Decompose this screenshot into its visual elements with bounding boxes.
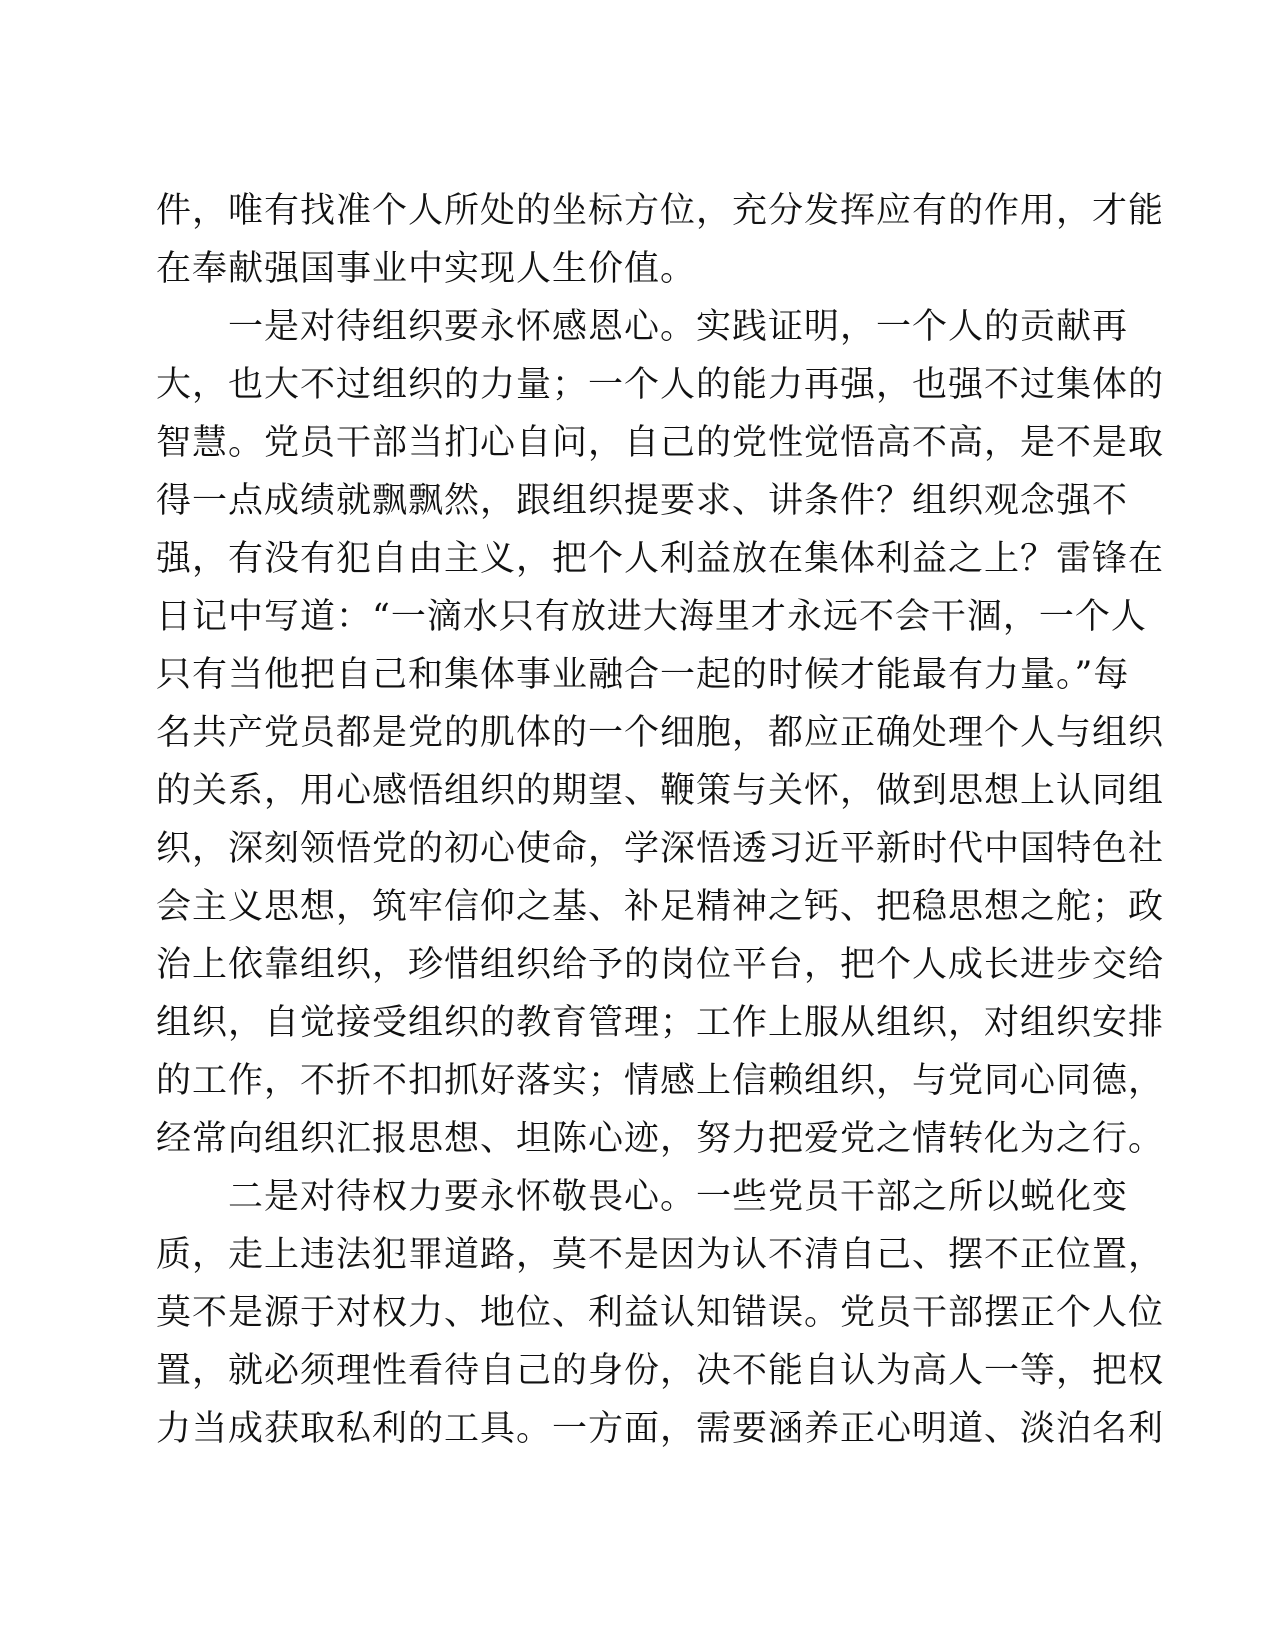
text-line: 强，有没有犯自由主义，把个人利益放在集体利益之上？雷锋在 — [156, 539, 1165, 579]
text-line: 名共产党员都是党的肌体的一个细胞，都应正确处理个人与组织 — [156, 713, 1165, 753]
text-line: 质，走上违法犯罪道路，莫不是因为认不清自己、摆不正位置， — [156, 1235, 1165, 1275]
text-line: 的关系，用心感悟组织的期望、鞭策与关怀，做到思想上认同组 — [156, 771, 1165, 811]
text-line: 莫不是源于对权力、地位、利益认知错误。党员干部摆正个人位 — [156, 1293, 1165, 1333]
body-text — [156, 182, 1165, 1458]
text-line: 力当成获取私利的工具。一方面，需要涵养正心明道、淡泊名利 — [156, 1409, 1165, 1449]
text-line: 组织，自觉接受组织的教育管理；工作上服从组织，对组织安排 — [156, 1003, 1165, 1043]
text-line: 得一点成绩就飘飘然，跟组织提要求、讲条件？组织观念强不 — [156, 481, 1129, 521]
text-line: 大，也大不过组织的力量；一个人的能力再强，也强不过集体的 — [156, 365, 1165, 405]
text-line: 治上依靠组织，珍惜组织给予的岗位平台，把个人成长进步交给 — [156, 945, 1165, 985]
text-line: 会主义思想，筑牢信仰之基、补足精神之钙、把稳思想之舵；政 — [156, 887, 1165, 927]
text-line: 智慧。党员干部当扪心自问，自己的党性觉悟高不高，是不是取 — [156, 423, 1165, 463]
text-line: 的工作，不折不扣抓好落实；情感上信赖组织，与党同心同德， — [156, 1061, 1165, 1101]
text-line: 经常向组织汇报思想、坦陈心迹，努力把爱党之情转化为之行。 — [156, 1119, 1165, 1159]
text-line: 二是对待权力要永怀敬畏心。一些党员干部之所以蜕化变 — [156, 1177, 1129, 1217]
text-line: 织，深刻领悟党的初心使命，学深悟透习近平新时代中国特色社 — [156, 829, 1165, 869]
text-line: 在奉献强国事业中实现人生价值。 — [156, 249, 697, 289]
text-line: 只有当他把自己和集体事业融合一起的时候才能最有力量。”每 — [156, 655, 1130, 695]
text-line: 置，就必须理性看待自己的身份，决不能自认为高人一等，把权 — [156, 1351, 1165, 1391]
text-line: 件，唯有找准个人所处的坐标方位，充分发挥应有的作用，才能 — [156, 191, 1165, 231]
text-line: 一是对待组织要永怀感恩心。实践证明，一个人的贡献再 — [156, 307, 1129, 347]
text-line: 日记中写道：“一滴水只有放进大海里才永远不会干涸，一个人 — [156, 597, 1147, 637]
